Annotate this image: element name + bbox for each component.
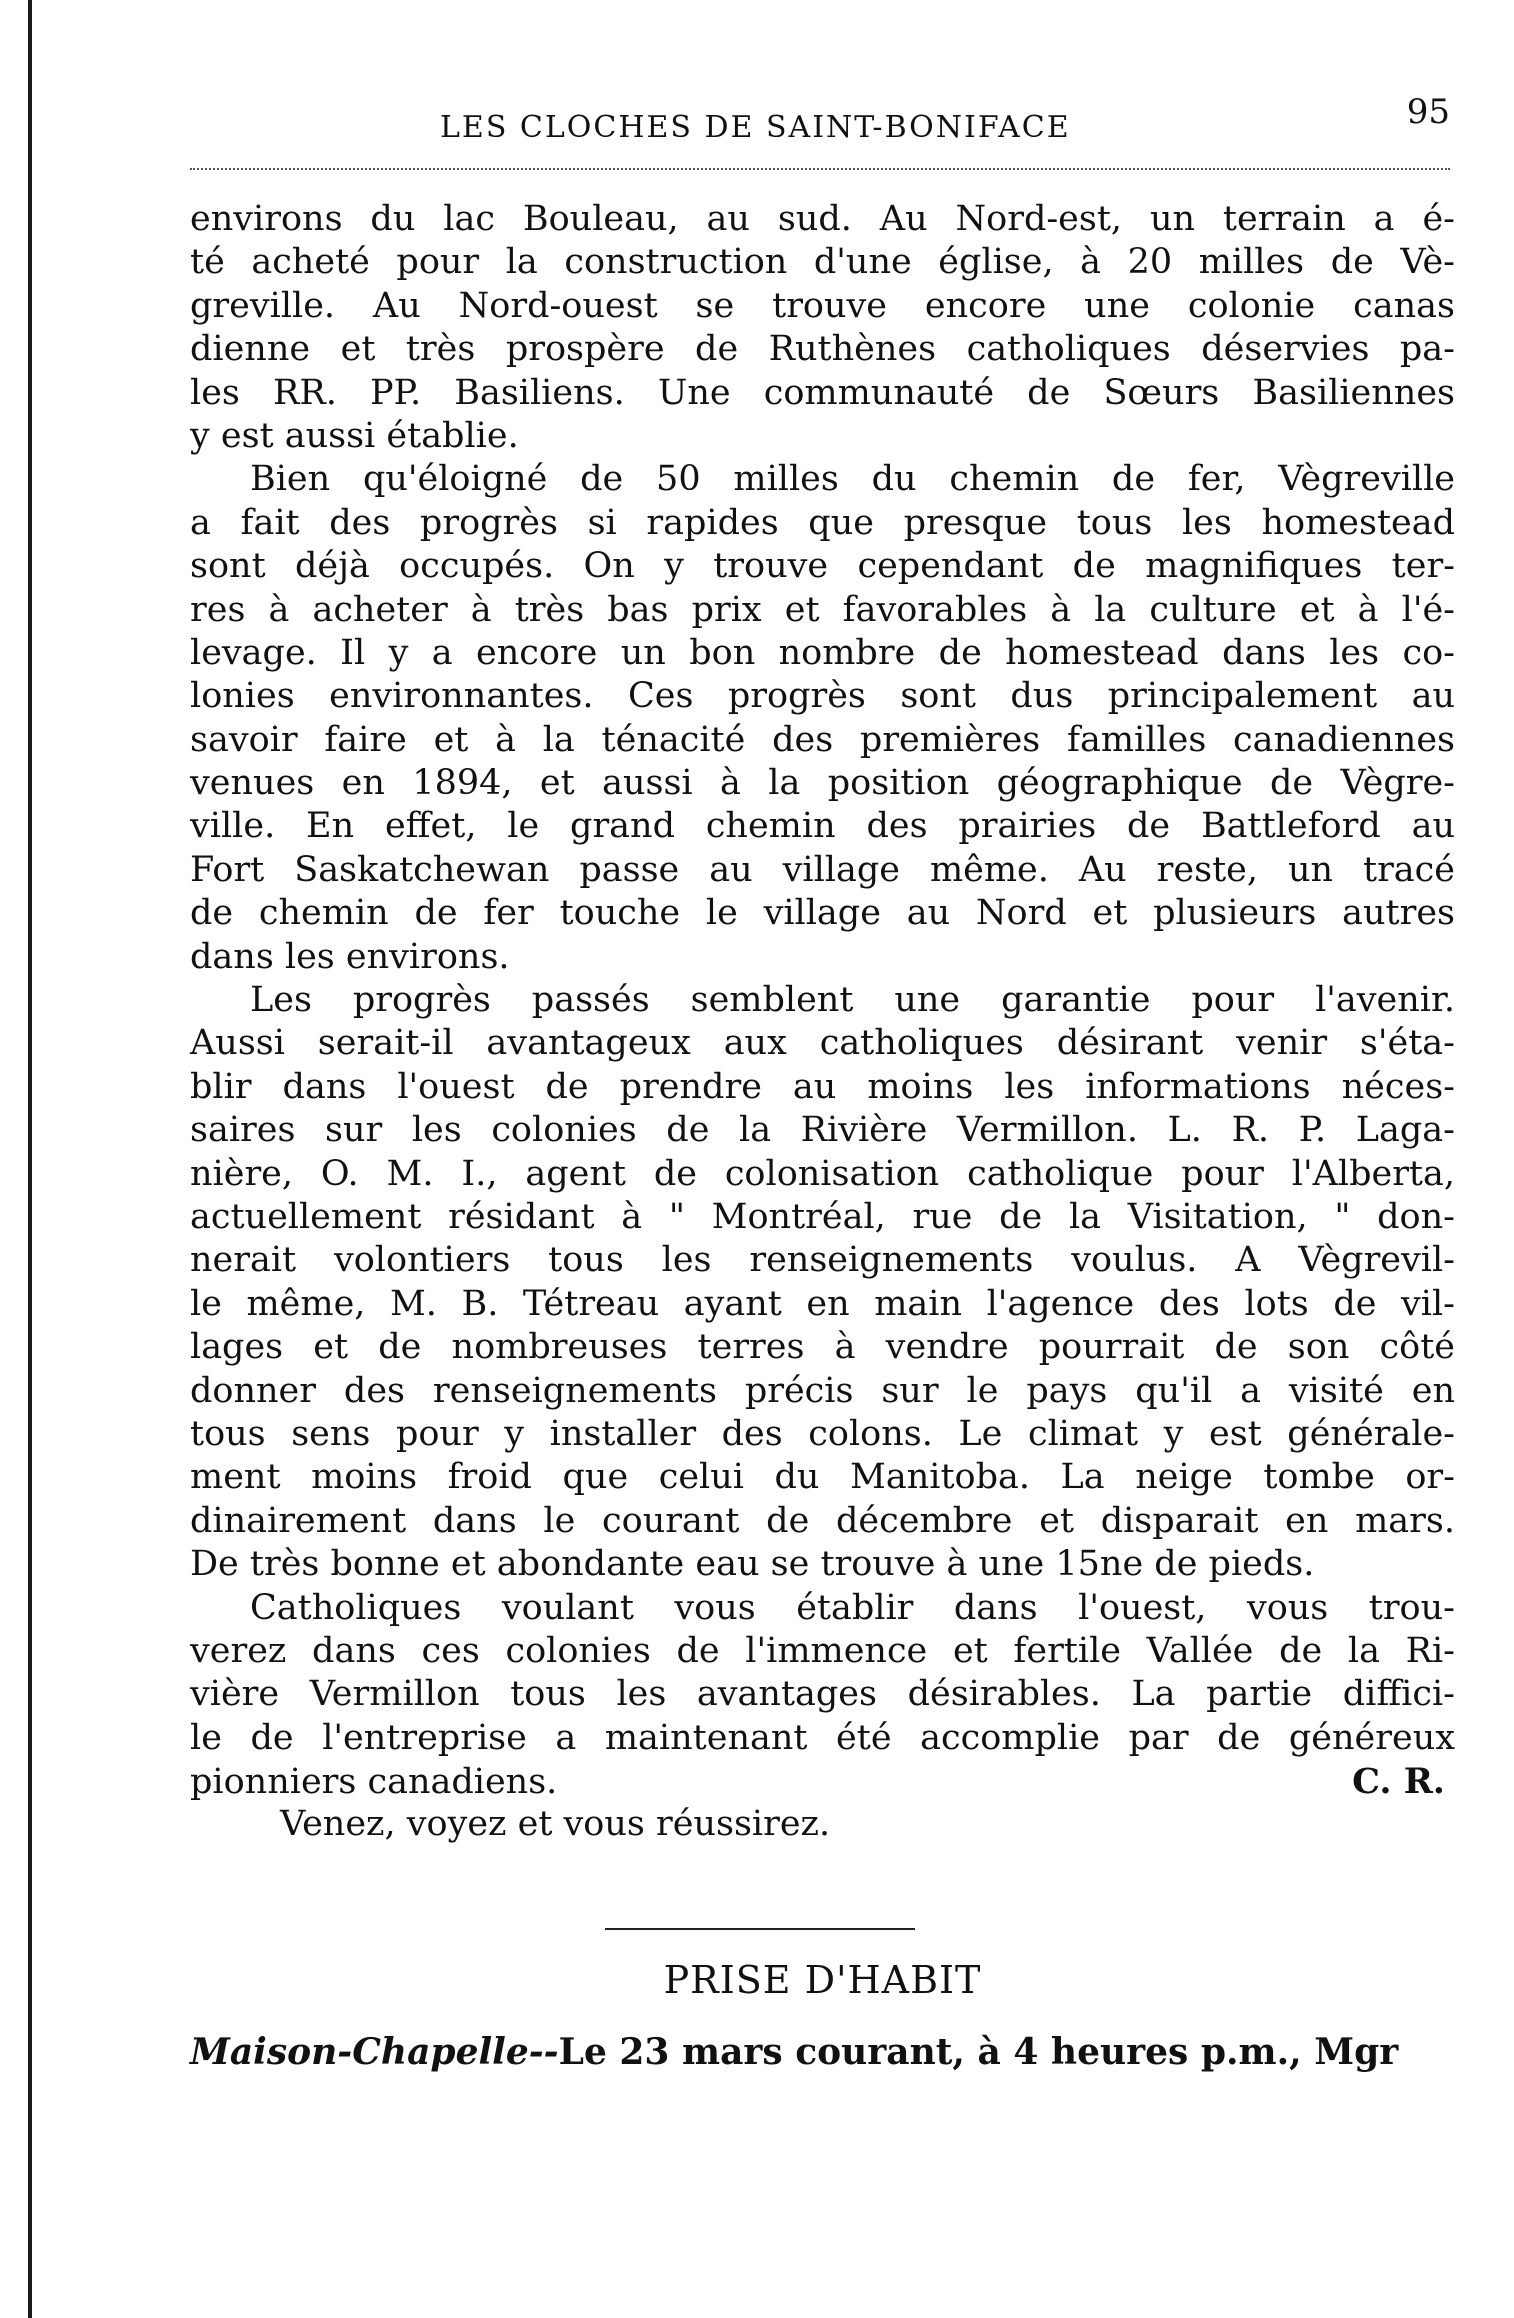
text-line: té acheté pour la construction d'une église, à 20 milles de Vè-	[190, 242, 1455, 283]
text-line: ville. En effet, le grand chemin des prairies de Battleford au	[190, 806, 1455, 847]
text-line: greville. Au Nord-ouest se trouve encore une colonie canas	[190, 285, 1455, 326]
text-line: blir dans l'ouest de prendre au moins les informations néces-	[190, 1066, 1455, 1107]
text-line: lonies environnantes. Ces progrès sont dus principalement au	[190, 676, 1455, 717]
text-line: dinairement dans le courant de décembre et disparait en mars.	[190, 1500, 1455, 1541]
section-text: Le 23 mars courant, à 4 heures p.m., Mgr	[558, 2031, 1399, 2073]
text-line: Les progrès passés semblent une garantie pour l'avenir.	[250, 980, 1455, 1021]
closing-line: Venez, voyez et vous réussirez.	[280, 1804, 831, 1845]
text-line: de chemin de fer touche le village au Nord et plusieurs autres	[190, 893, 1455, 934]
text-line: De très bonne et abondante eau se trouve à une 15ne de pieds.	[190, 1544, 1315, 1585]
text-line: levage. Il y a encore un bon nombre de homestead dans les co-	[190, 632, 1455, 673]
binding-edge-rule	[28, 0, 32, 2318]
text-line: res à acheter à très bas prix et favorables à la culture et à l'é-	[190, 589, 1455, 630]
section-first-line	[190, 2030, 1455, 2074]
text-line: verez dans ces colonies de l'immence et fertile Vallée de la Ri-	[190, 1630, 1455, 1671]
text-line: ment moins froid que celui du Manitoba. La neige tombe or-	[190, 1457, 1455, 1498]
page-header	[190, 92, 1450, 152]
text-line: a fait des progrès si rapides que presque tous les homestead	[190, 502, 1455, 543]
text-line: nière, O. M. I., agent de colonisation catholique pour l'Alberta,	[190, 1153, 1455, 1194]
text-line: vière Vermillon tous les avantages désirables. La partie diffici-	[190, 1674, 1455, 1715]
text-line: Bien qu'éloigné de 50 milles du chemin de fer, Vègreville	[250, 459, 1455, 500]
running-title: LES CLOCHES DE SAINT-BONIFACE	[440, 110, 1071, 145]
place-name: Maison-Chapelle--	[190, 2031, 559, 2073]
page-number: 95	[1406, 92, 1450, 132]
text-line: tous sens pour y installer des colons. Le climat y est générale-	[190, 1413, 1455, 1454]
text-line: le de l'entreprise a maintenant été accomplie par de généreux	[190, 1717, 1455, 1758]
text-line: dienne et très prospère de Ruthènes catholiques déservies pa-	[190, 329, 1455, 370]
text-line: actuellement résidant à " Montréal, rue de la Visitation, " don-	[190, 1196, 1455, 1237]
article-body	[190, 198, 1455, 1847]
text-line: donner des renseignements précis sur le pays qu'il a visité en	[190, 1370, 1455, 1411]
text-line: environs du lac Bouleau, au sud. Au Nord-est, un terrain a é-	[190, 199, 1455, 239]
signoff-row	[190, 1760, 1455, 1803]
section-divider	[605, 1928, 915, 1930]
text-line: lages et de nombreuses terres à vendre pourrait de son côté	[190, 1327, 1455, 1368]
section-heading: PRISE D'HABIT	[663, 1958, 982, 2002]
text-line: les RR. PP. Basiliens. Une communauté de Sœurs Basiliennes	[190, 372, 1455, 413]
text-line: Catholiques voulant vous établir dans l'ouest, vous trou-	[250, 1587, 1455, 1628]
text-line: venues en 1894, et aussi à la position géographique de Vègre-	[190, 763, 1455, 804]
author-signature: C. R.	[1352, 1761, 1445, 1803]
text-line: nerait volontiers tous les renseignements voulus. A Vègrevil-	[190, 1240, 1455, 1281]
text-line: savoir faire et à la ténacité des premières familles canadiennes	[190, 719, 1455, 760]
text-line: le même, M. B. Tétreau ayant en main l'agence des lots de vil-	[190, 1283, 1455, 1324]
header-rule	[190, 168, 1450, 170]
text-line: y est aussi établie.	[190, 415, 519, 456]
text-line: Fort Saskatchewan passe au village même. Au reste, un tracé	[190, 849, 1455, 890]
text-line: saires sur les colonies de la Rivière Vermillon. L. R. P. Laga-	[190, 1110, 1455, 1151]
text-line: dans les environs.	[190, 936, 510, 977]
text-line: pionniers canadiens.	[190, 1762, 558, 1803]
text-line: Aussi serait-il avantageux aux catholiques désirant venir s'éta-	[190, 1023, 1455, 1064]
text-line: sont déjà occupés. On y trouve cependant de magnifiques ter-	[190, 546, 1455, 587]
